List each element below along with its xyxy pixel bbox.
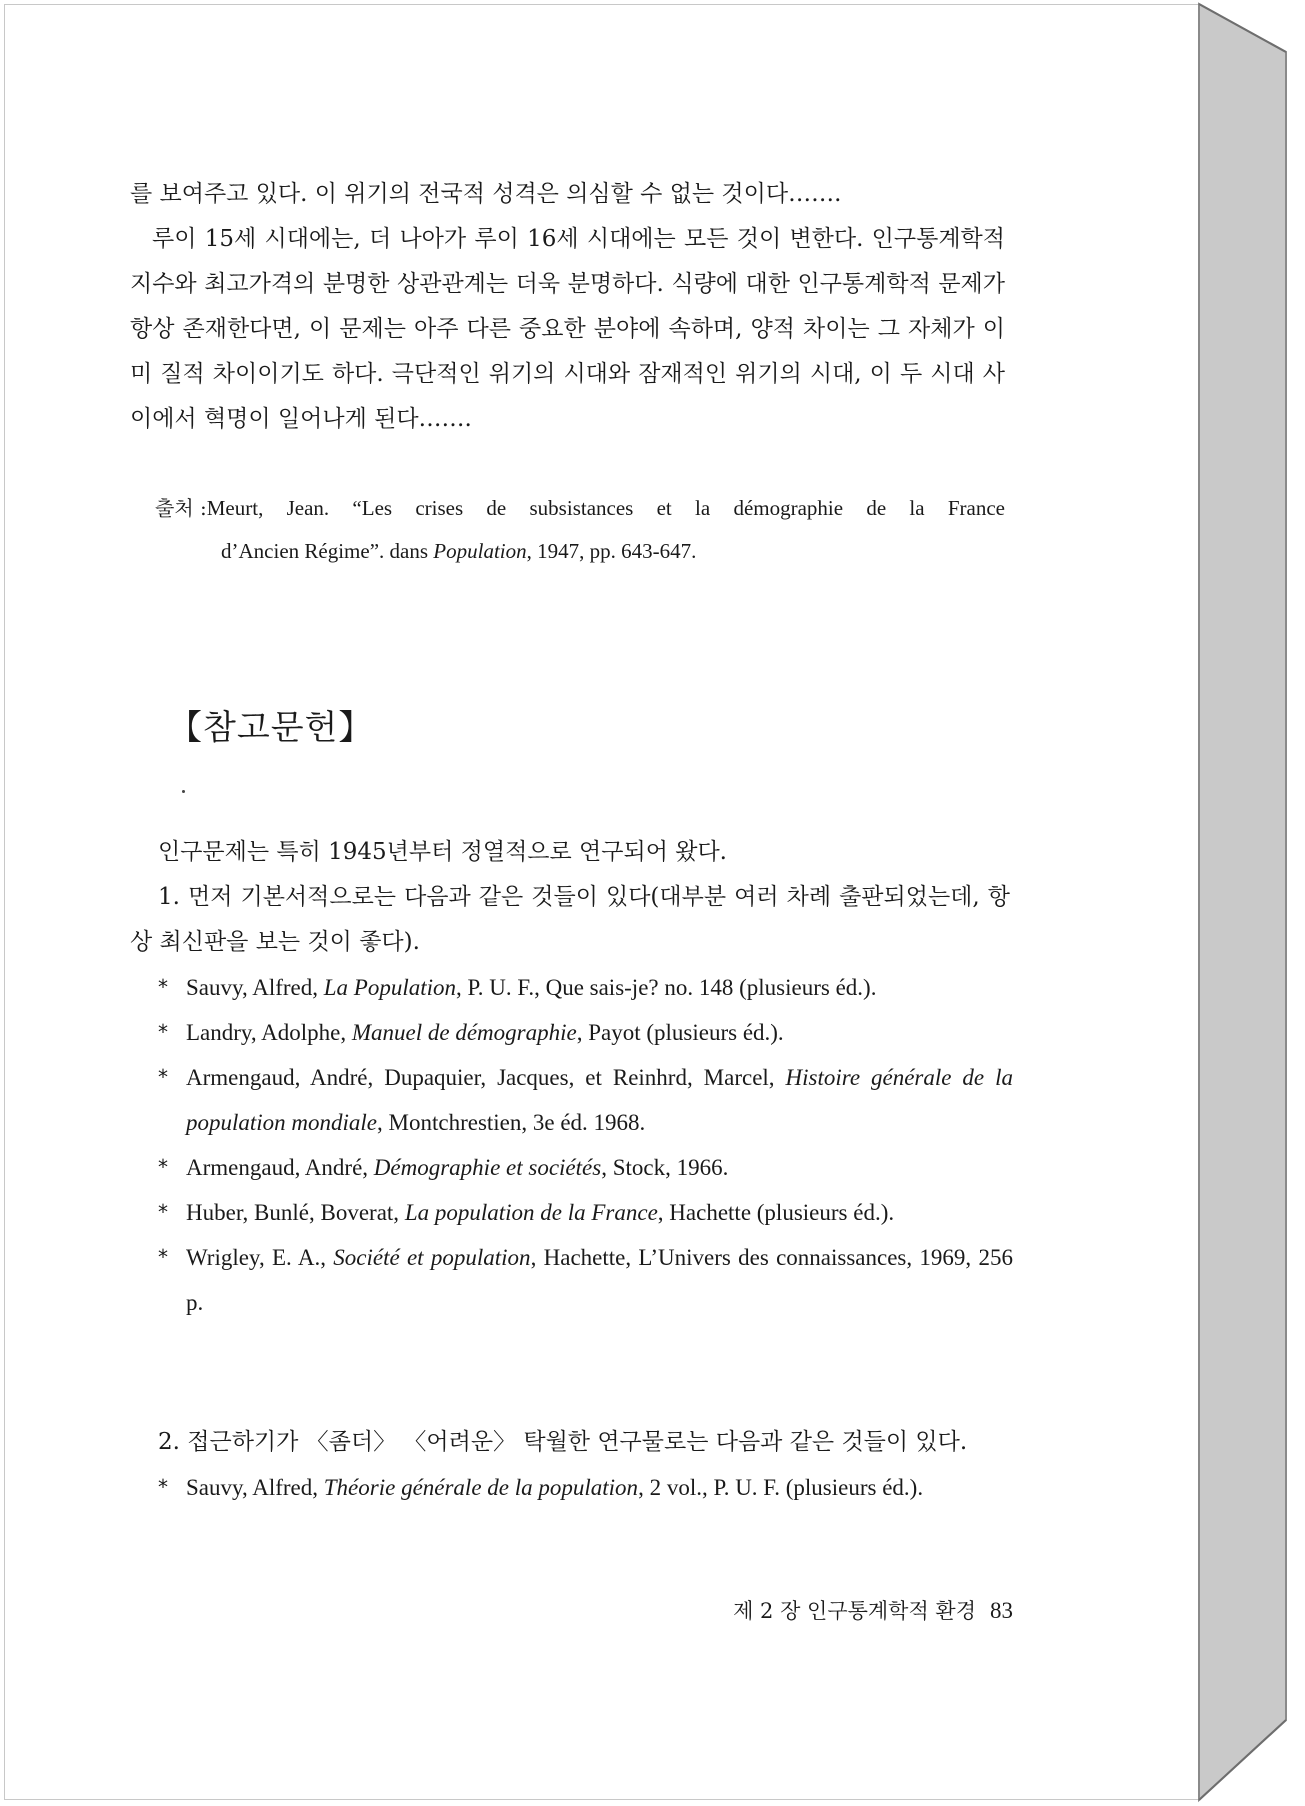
body-paragraph-2: 루이 15세 시대에는, 더 나아가 루이 16세 시대에는 모든 것이 변한다. 인구통계학적 지수와 최고가격의 분명한 상관관계는 더욱 분명하다. 식량에 대한 인구통계학적 문제가 항상 존재한다면, 이 문제는 아주 다른 중요한 분야에 속하며, 양적 차이는 그 자체가 이미 질적 차이이기도 하다. 극단적인 위기의 시대와 잠재적인 위기의 시대, 이 두 시대 사이에서 혁명이 일어나게 된다…….	[130, 226, 1005, 432]
bullet-star: *	[158, 1065, 168, 1089]
bullet-star: *	[158, 1020, 168, 1044]
reference-entry	[158, 1235, 1013, 1325]
reference-author: Armengaud, André, Dupaquier, Jacques, et Reinhrd, Marcel,	[186, 1065, 786, 1090]
advanced-references-list	[158, 1465, 1013, 1510]
reference-entry	[158, 1465, 1013, 1510]
reference-title: Théorie générale de la population	[323, 1475, 639, 1500]
source-line-1: Meurt, Jean. “Les crises de subsistances et la démographie de la France	[206, 496, 1005, 520]
bullet-star: *	[158, 1475, 168, 1499]
reference-author: Wrigley, E. A.,	[186, 1245, 334, 1270]
reference-title: Manuel de démographie	[351, 1020, 577, 1045]
reference-entry	[158, 1145, 1013, 1190]
source-line-2-tail: , 1947, pp. 643-647.	[526, 539, 697, 563]
references-item-1: 1. 먼저 기본서적으로는 다음과 같은 것들이 있다(대부분 여러 차례 출판되었는데, 항상 최신판을 보는 것이 좋다).	[130, 884, 1010, 955]
references-item-2: 2. 접근하기가 〈좀더〉 〈어려운〉 탁월한 연구물로는 다음과 같은 것들이 있다.	[158, 1429, 968, 1455]
source-line-2-text: d’Ancien Régime”. dans	[221, 539, 434, 563]
bullet-star: *	[158, 1245, 168, 1269]
reference-publisher: , Hachette (plusieurs éd.).	[657, 1200, 895, 1225]
reference-entry	[158, 965, 1013, 1010]
reference-publisher: , Stock, 1966.	[601, 1155, 729, 1180]
reference-entry	[158, 1055, 1013, 1145]
references-intro: 인구문제는 특히 1945년부터 정열적으로 연구되어 왔다.	[158, 839, 727, 865]
reference-title: La Population	[323, 975, 457, 1000]
source-line-2	[155, 530, 1005, 573]
running-header-chapter: 제 2 장 인구통계학적 환경	[733, 1599, 976, 1623]
reference-author: Armengaud, André,	[186, 1155, 374, 1180]
page-footer	[733, 1595, 1013, 1625]
page-number: 83	[990, 1598, 1013, 1623]
references-heading: 【참고문헌】	[168, 708, 374, 748]
reference-entry	[158, 1010, 1013, 1055]
bullet-star: *	[158, 975, 168, 999]
reference-title: Démographie et sociétés	[373, 1155, 602, 1180]
bullet-star: *	[158, 1155, 168, 1179]
reference-publisher: , Montchrestien, 3e éd. 1968.	[377, 1110, 646, 1135]
reference-title: La population de la France	[404, 1200, 658, 1225]
reference-publisher: , P. U. F., Que sais-je? no. 148 (plusieurs éd.).	[456, 975, 877, 1000]
source-label: 출처 :	[155, 496, 207, 520]
reference-publisher: , Payot (plusieurs éd.).	[576, 1020, 784, 1045]
reference-publisher: , 2 vol., P. U. F. (plusieurs éd.).	[638, 1475, 924, 1500]
basic-references-list	[158, 965, 1013, 1325]
source-journal-title: Population	[433, 539, 527, 563]
reference-author: Huber, Bunlé, Boverat,	[186, 1200, 405, 1225]
reference-entry	[158, 1190, 1013, 1235]
stray-dot	[182, 790, 185, 793]
reference-author: Sauvy, Alfred,	[186, 975, 324, 1000]
reference-title: Société et population	[333, 1245, 531, 1270]
reference-author: Landry, Adolphe,	[186, 1020, 352, 1045]
source-citation	[155, 487, 1005, 573]
reference-publisher: , Hachette, L’Univers des connaissances, 1969, 256 p.	[186, 1245, 1013, 1315]
body-paragraph-1: 를 보여주고 있다. 이 위기의 전국적 성격은 의심할 수 없는 것이다…….	[130, 181, 842, 207]
bullet-star: *	[158, 1200, 168, 1224]
reference-author: Sauvy, Alfred,	[186, 1475, 324, 1500]
reference-title: Histoire générale de la population mondiale	[186, 1065, 1013, 1135]
